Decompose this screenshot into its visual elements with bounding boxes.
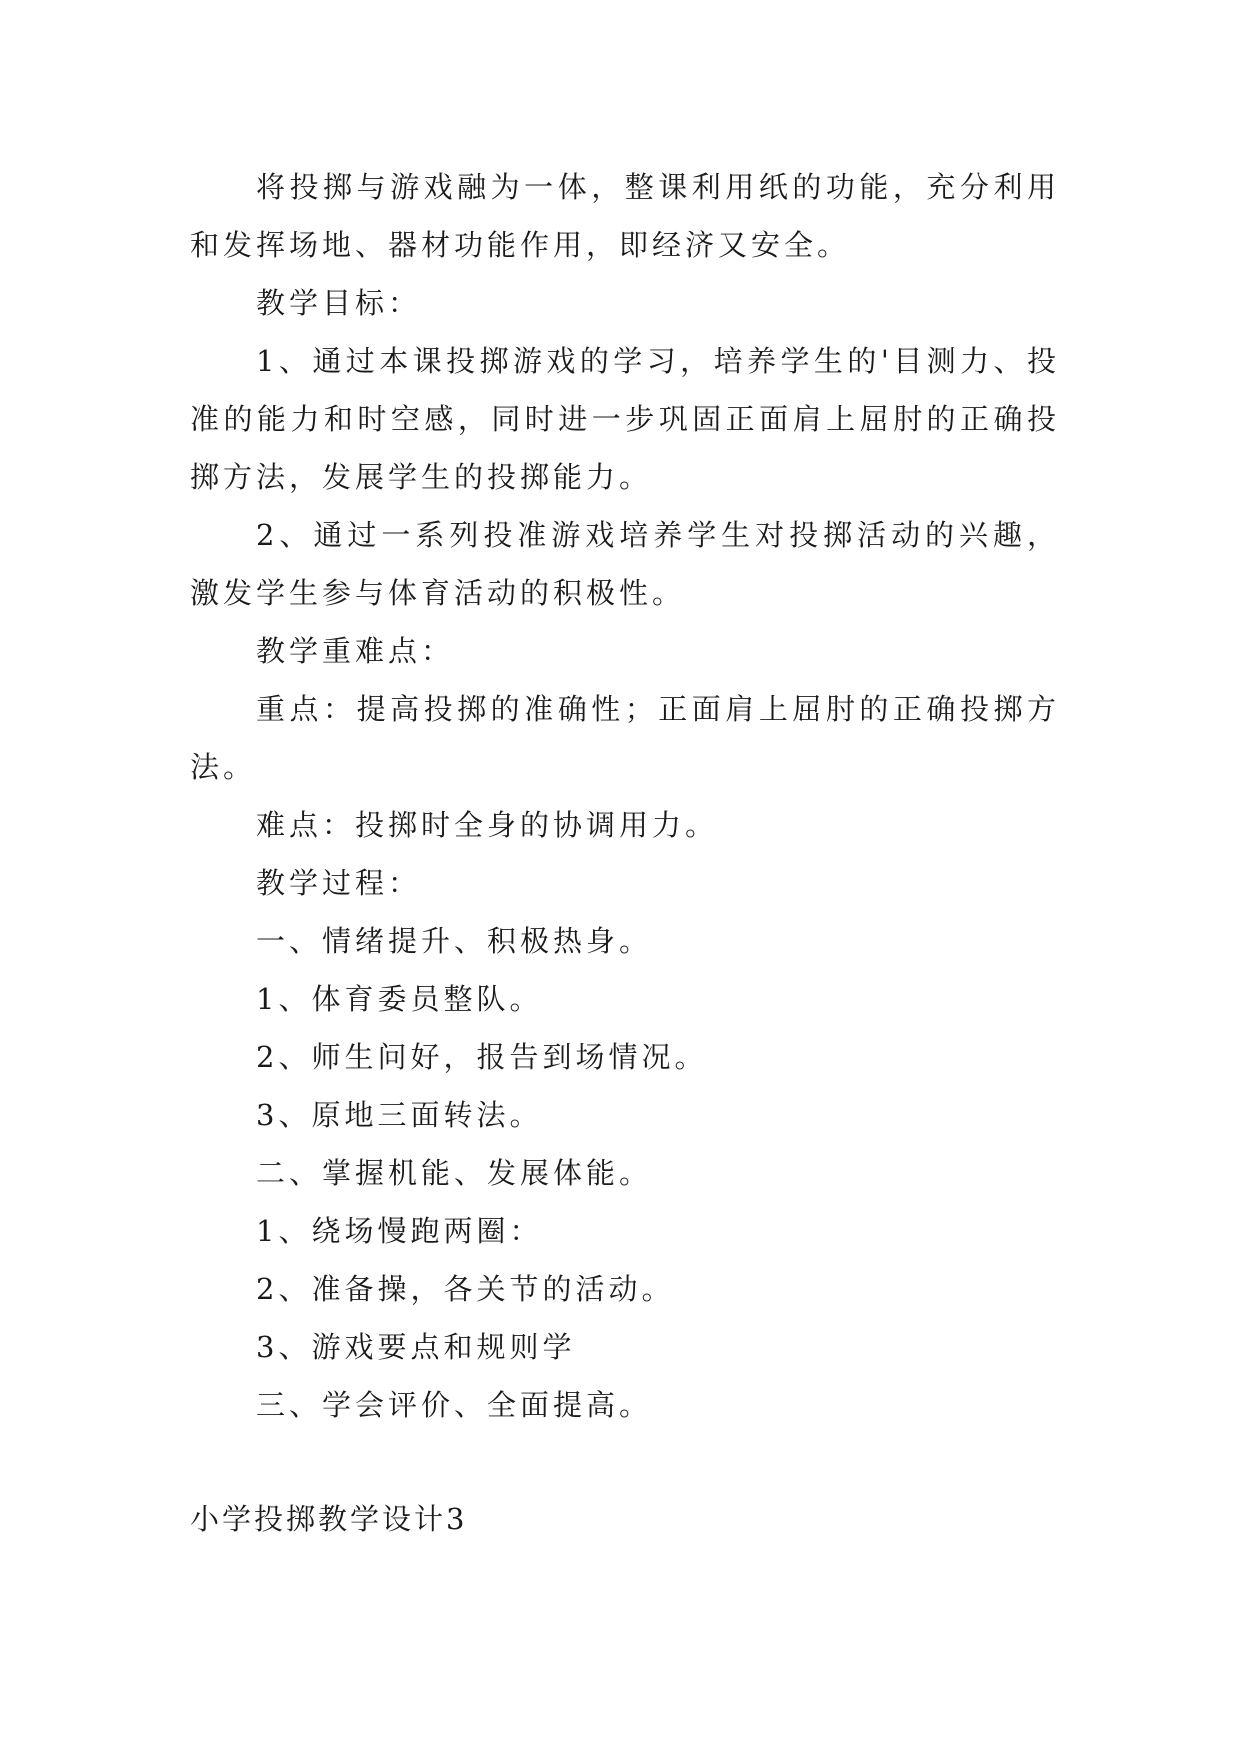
paragraph-key-difficult-label: 教学重难点：	[256, 634, 455, 668]
paragraph-step-one: 一、情绪提升、积极热身。	[256, 924, 653, 958]
paragraph-difficult-point: 难点：投掷时全身的协调用力。	[256, 808, 719, 842]
paragraph-step-one-item-3: 3、原地三面转法。	[256, 1098, 543, 1132]
paragraph-step-three: 三、学会评价、全面提高。	[256, 1388, 653, 1422]
paragraph-intro: 将投掷与游戏融为一体，整课利用纸的功能，充分利用和发挥场地、器材功能作用，即经济又安全。	[190, 170, 1060, 262]
paragraph-goal-2: 2、通过一系列投准游戏培养学生对投掷活动的兴趣，激发学生参与体育活动的积极性。	[190, 518, 1060, 610]
section-heading: 小学投掷教学设计3	[190, 1502, 468, 1536]
paragraph-step-two-item-1: 1、绕场慢跑两圈：	[256, 1214, 543, 1248]
paragraph-key-point: 重点：提高投掷的准确性；正面肩上屈肘的正确投掷方法。	[190, 692, 1060, 784]
paragraph-step-one-item-1: 1、体育委员整队。	[256, 982, 543, 1016]
paragraph-step-two-item-3: 3、游戏要点和规则学	[256, 1330, 576, 1364]
paragraph-goal-1: 1、通过本课投掷游戏的学习，培养学生的'目测力、投准的能力和时空感，同时进一步巩固正面肩上屈肘的正确投掷方法，发展学生的投掷能力。	[190, 344, 1060, 494]
paragraph-process-label: 教学过程：	[256, 866, 422, 900]
document-body	[190, 158, 1060, 1434]
paragraph-step-two-item-2: 2、准备操，各关节的活动。	[256, 1272, 675, 1306]
paragraph-teaching-goals-label: 教学目标：	[256, 286, 422, 320]
paragraph-step-one-item-2: 2、师生问好，报告到场情况。	[256, 1040, 708, 1074]
paragraph-step-two: 二、掌握机能、发展体能。	[256, 1156, 653, 1190]
